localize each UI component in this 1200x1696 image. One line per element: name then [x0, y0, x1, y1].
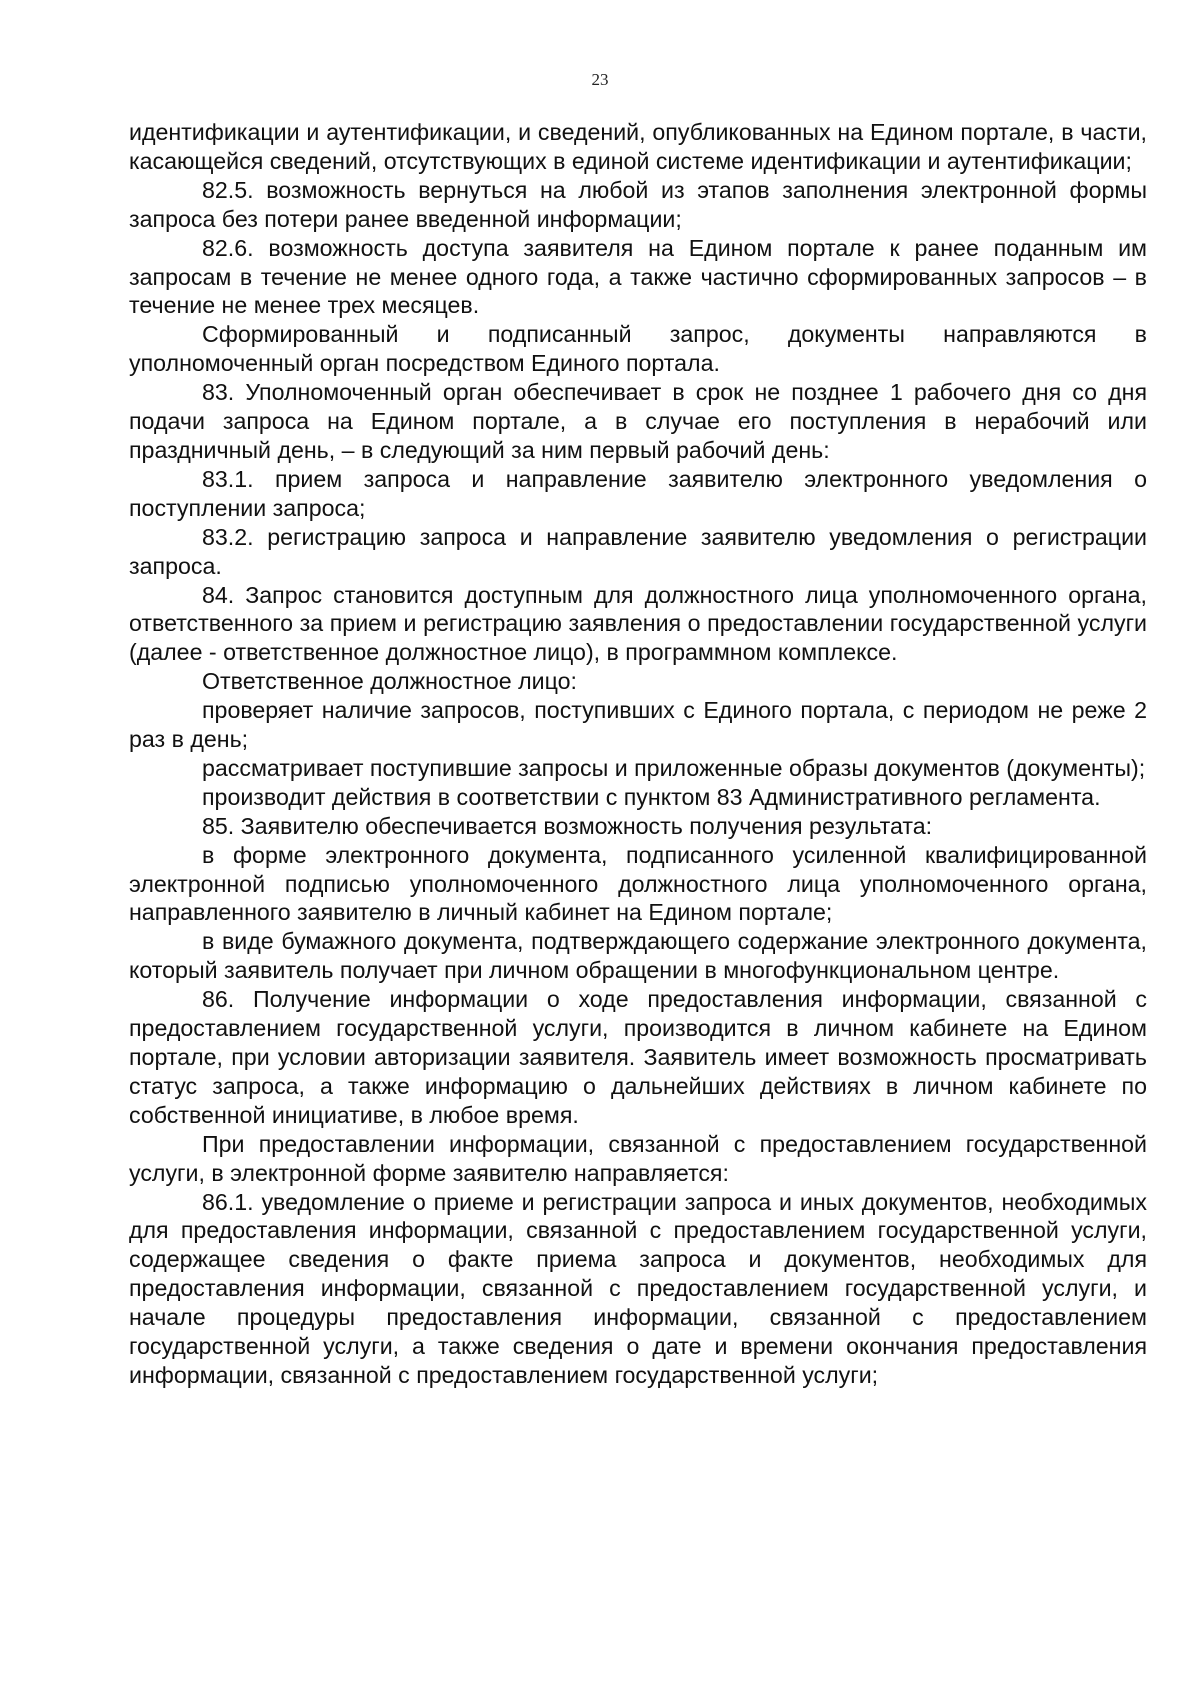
paragraph-82-6: 82.6. возможность доступа заявителя на Едином портале к ранее поданным им запросам в течение не менее одного года, а также частично сформированных запросов – в течение не менее трех месяцев.	[129, 234, 1147, 319]
paragraph-checks-requests: проверяет наличие запросов, поступивших с Единого портала, с периодом не реже 2 раз в день;	[129, 697, 1147, 753]
paragraph-performs-actions: производит действия в соответствии с пунктом 83 Административного регламента.	[202, 783, 1101, 810]
paragraph-86-1: 86.1. уведомление о приеме и регистрации запроса и иных документов, необходимых для предоставления информации, связанной с предоставлением государственной услуги, содержащее сведения о факте приема запроса и документов, необходимых для предоставления информации, связанной с предоставлением государственной услуги, и начале процедуры предоставления информации, связанной с предоставлением государственной услуги, а также сведения о дате и времени окончания предоставления информации, связанной с предоставлением государственной услуги;	[129, 1188, 1147, 1388]
paragraph-electronic-notice: При предоставлении информации, связанной с предоставлением государственной услуги, в электронной форме заявителю направляется:	[129, 1130, 1147, 1186]
paragraph-paper-form: в виде бумажного документа, подтверждающего содержание электронного документа, который заявитель получает при личном обращении в многофункциональном центре.	[129, 928, 1147, 984]
paragraph-reviews-requests: рассматривает поступившие запросы и приложенные образы документов (документы);	[202, 754, 1146, 781]
paragraph-submitted-request: Сформированный и подписанный запрос, документы направляются в уполномоченный орган посредством Единого портала.	[129, 321, 1147, 377]
paragraph-85: 85. Заявителю обеспечивается возможность получения результата:	[202, 812, 933, 839]
paragraph-83: 83. Уполномоченный орган обеспечивает в срок не позднее 1 рабочего дня со дня подачи запроса на Едином портале, а в случае его поступления в нерабочий или праздничный день, – в следующий за ним первый рабочий день:	[129, 379, 1147, 463]
paragraph-1: идентификации и аутентификации, и сведений, опубликованных на Едином портале, в части, касающейся сведений, отсутствующих в единой системе идентификации и аутентификации;	[129, 119, 1147, 174]
paragraph-83-1: 83.1. прием запроса и направление заявителю электронного уведомления о поступлении запроса;	[129, 465, 1147, 521]
paragraph-84: 84. Запрос становится доступным для должностного лица уполномоченного органа, ответственного за прием и регистрацию заявления о предоставлении государственной услуги (далее - ответственное должностное лицо), в программном комплексе.	[129, 581, 1147, 666]
paragraph-83-2: 83.2. регистрацию запроса и направление заявителю уведомления о регистрации запроса.	[129, 523, 1147, 579]
paragraph-responsible-official: Ответственное должностное лицо:	[202, 668, 577, 695]
paragraph-82-5: 82.5. возможность вернуться на любой из этапов заполнения электронной формы запроса без потери ранее введенной информации;	[129, 176, 1147, 232]
paragraph-86: 86. Получение информации о ходе предоставления информации, связанной с предоставлением государственной услуги, производится в личном кабинете на Едином портале, при условии авторизации заявителя. Заявитель имеет возможность просматривать статус запроса, а также информацию о дальнейших действиях в личном кабинете по собственной инициативе, в любое время.	[129, 986, 1147, 1128]
document-body	[129, 118, 1147, 1390]
page-number: 23	[591, 70, 609, 89]
paragraph-electronic-form: в форме электронного документа, подписанного усиленной квалифицированной электронной подписью уполномоченного должностного лица уполномоченного органа, направленного заявителю в личный кабинет на Едином портале;	[129, 841, 1147, 926]
